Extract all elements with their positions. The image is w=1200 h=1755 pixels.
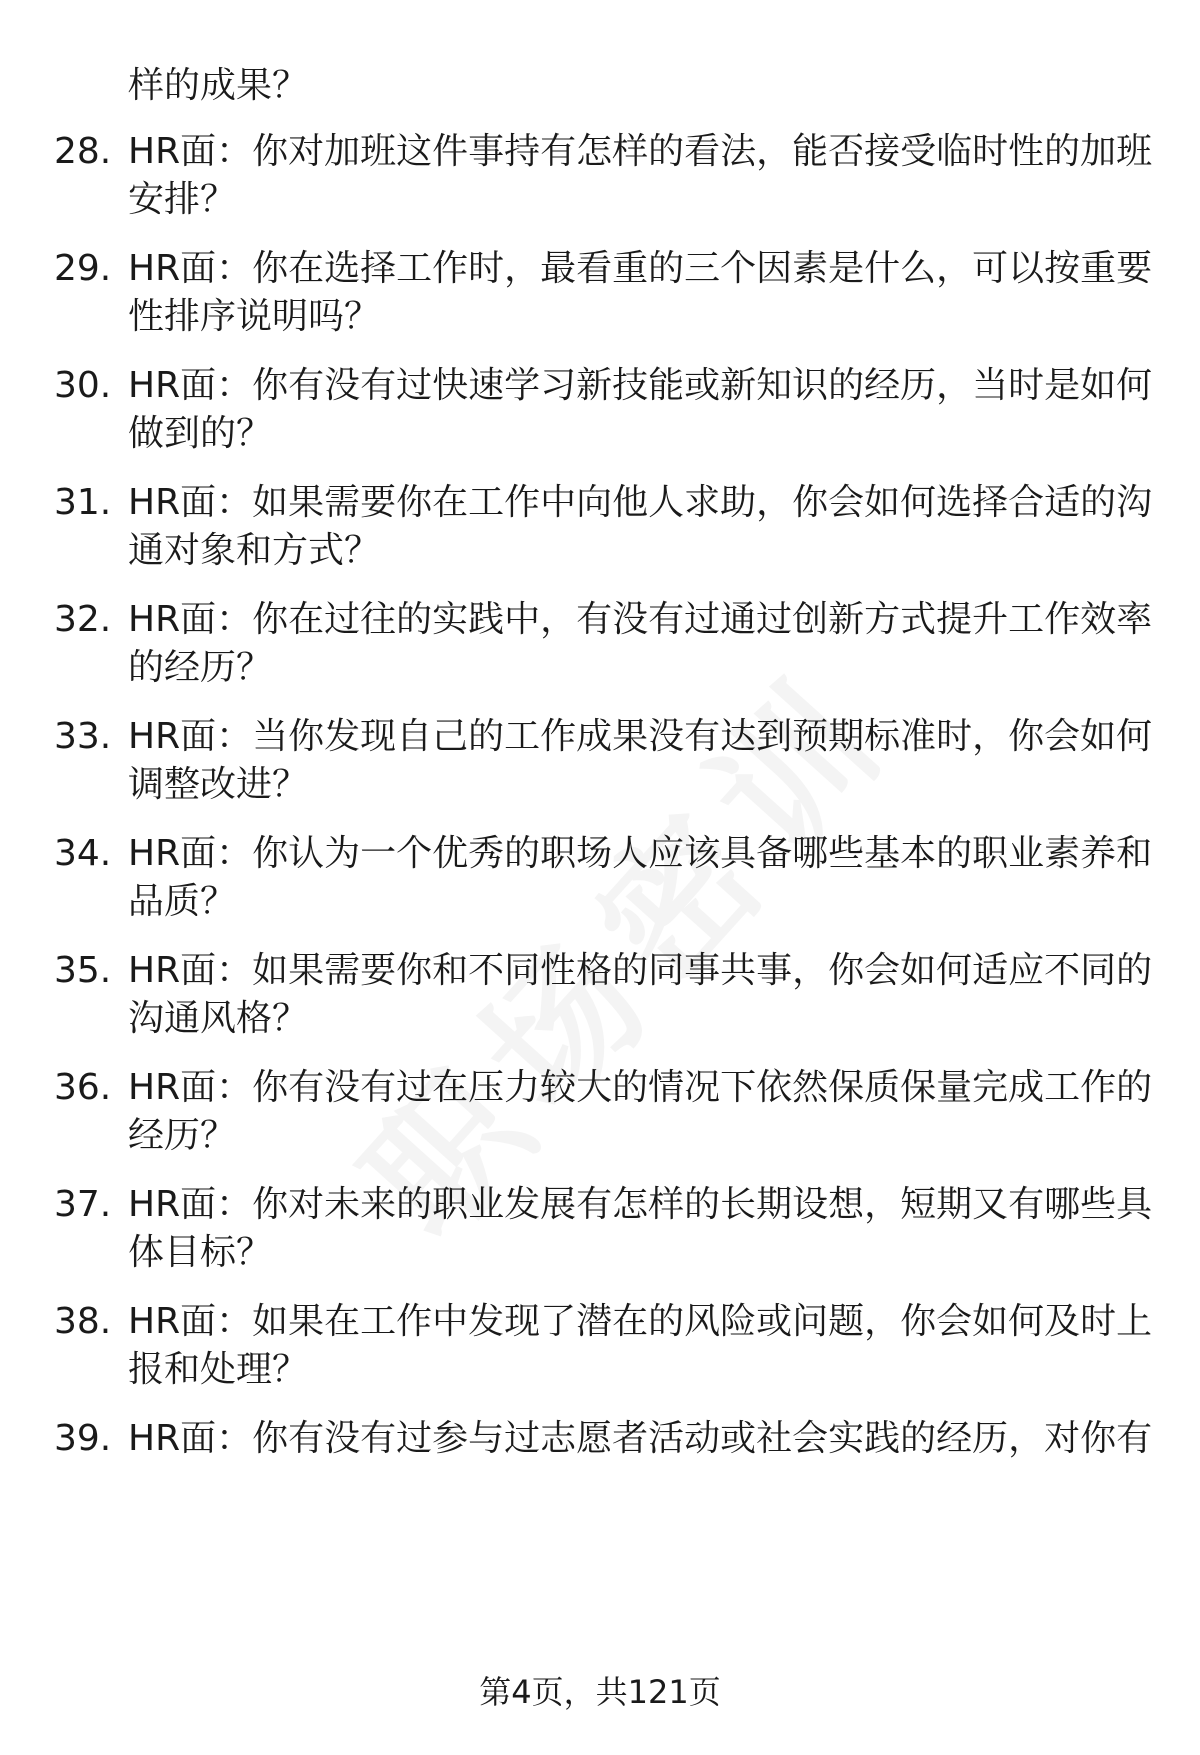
- list-item-29: [0, 245, 1200, 365]
- list-item-31: [0, 479, 1200, 599]
- item-text-line2: 体目标？: [128, 1232, 273, 1273]
- list-item-34: [0, 830, 1200, 950]
- item-text-line1: HR面：你在过往的实践中，有没有过通过创新方式提升工作效率: [128, 599, 1153, 640]
- item-text-line2: 沟通风格？: [128, 998, 309, 1039]
- item-text-line1: HR面：你有没有过快速学习新技能或新知识的经历，当时是如何: [128, 365, 1153, 406]
- item-text-line1: HR面：当你发现自己的工作成果没有达到预期标准时，你会如何: [128, 716, 1153, 757]
- item-text: [128, 1415, 1158, 1463]
- list-item-37: [0, 1181, 1200, 1301]
- item-text-line2: 品质？: [128, 881, 237, 922]
- item-text: [128, 1181, 1158, 1277]
- item-text: [128, 245, 1158, 341]
- list-item-28: [0, 128, 1200, 248]
- list-item-38: [0, 1298, 1200, 1418]
- item-number: 31.: [54, 482, 112, 523]
- item-number: 29.: [54, 248, 112, 289]
- item-number: 33.: [54, 716, 112, 757]
- item-text-line1: HR面：如果在工作中发现了潜在的风险或问题，你会如何及时上: [128, 1301, 1153, 1342]
- list-item-35: [0, 947, 1200, 1067]
- item-text: [128, 1064, 1158, 1160]
- list-item-36: [0, 1064, 1200, 1184]
- item-number: 35.: [54, 950, 112, 991]
- item-text-line2: 经历？: [128, 1115, 237, 1156]
- item-text-line1: HR面：你对加班这件事持有怎样的看法，能否接受临时性的加班: [128, 131, 1153, 172]
- item-text: [128, 479, 1158, 575]
- item-text-line1: HR面：你在选择工作时，最看重的三个因素是什么，可以按重要: [128, 248, 1153, 289]
- item-text-line1: HR面：如果需要你在工作中向他人求助，你会如何选择合适的沟: [128, 482, 1153, 523]
- page-number-footer: 第4页，共121页: [479, 1673, 721, 1711]
- item-text-line1: HR面：你对未来的职业发展有怎样的长期设想，短期又有哪些具: [128, 1184, 1153, 1225]
- item-text: [128, 1298, 1158, 1394]
- item-number: 38.: [54, 1301, 112, 1342]
- item-text-line1: HR面：你有没有过参与过志愿者活动或社会实践的经历，对你有: [128, 1418, 1153, 1459]
- item-text: [128, 596, 1158, 692]
- item-text-line2: 通对象和方式？: [128, 530, 381, 571]
- item-text: [128, 830, 1158, 926]
- list-item-39: [0, 1415, 1200, 1535]
- item-text: [128, 128, 1158, 224]
- item-text: [128, 713, 1158, 809]
- item-text-line2: 报和处理？: [128, 1349, 309, 1390]
- item-number: 28.: [54, 131, 112, 172]
- list-item-30: [0, 362, 1200, 482]
- item-number: 39.: [54, 1418, 112, 1459]
- item-text-line2: 调整改进？: [128, 764, 309, 805]
- item-text-line2: 的经历？: [128, 647, 273, 688]
- item-text-line2: 性排序说明吗？: [128, 296, 381, 337]
- item-text-line1: HR面：你认为一个优秀的职场人应该具备哪些基本的职业素养和: [128, 833, 1153, 874]
- list-item-32: [0, 596, 1200, 716]
- item-number: 36.: [54, 1067, 112, 1108]
- item-number: 37.: [54, 1184, 112, 1225]
- item-text-line2: 安排？: [128, 179, 237, 220]
- item-text-line1: HR面：如果需要你和不同性格的同事共事，你会如何适应不同的: [128, 950, 1153, 991]
- item-text-line2: 做到的？: [128, 413, 273, 454]
- item-text: [128, 362, 1158, 458]
- continuation-text: 样的成果？: [128, 65, 309, 106]
- item-text: [128, 947, 1158, 1043]
- item-number: 32.: [54, 599, 112, 640]
- list-item-33: [0, 713, 1200, 833]
- item-number: 30.: [54, 365, 112, 406]
- item-number: 34.: [54, 833, 112, 874]
- item-text-line1: HR面：你有没有过在压力较大的情况下依然保质保量完成工作的: [128, 1067, 1153, 1108]
